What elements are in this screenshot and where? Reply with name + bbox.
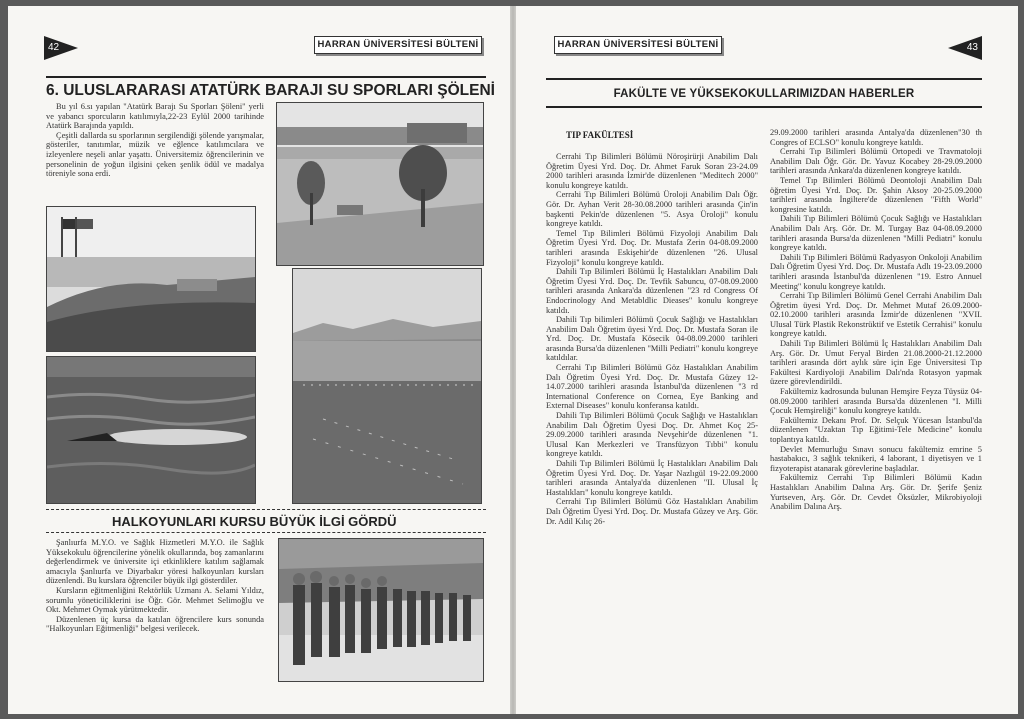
- article-body-dam-festival: [46, 102, 264, 179]
- news-paragraph: Cerrahi Tıp Bilimleri Bölümü Genel Cerrahi Anabilim Dalı Öğretim üyesi Yrd. Doç. Dr. Mehmet Mutaf 26.09.2000-02.10.2000 tarihleri arasında İzmir'de düzenlenen "XVII. Ulusal Türk Plastik Rekonstrüktif ve Estetik Cerrahisi" konulu kongreye katıldı.: [770, 291, 982, 339]
- left-page: [8, 6, 510, 714]
- bulletin-header-right: HARRAN ÜNİVERSİTESİ BÜLTENİ: [554, 36, 722, 54]
- section-divider: [46, 532, 486, 533]
- news-paragraph: Cerrahi Tıp Bilimleri Bölümü Ortopedi ve Travmatoloji Anabilim Dalı Öğr. Gör. Dr. Yavuz Kocabey 28-29.09.2000 tarihleri arasında Ankara'da düzenlenen kongreye katıldı.: [770, 147, 982, 176]
- header-rule: [46, 76, 486, 78]
- news-column-1: [546, 152, 758, 526]
- news-paragraph: Fakültemiz Dekanı Prof. Dr. Selçuk Yücesan İstanbul'da düzenlenen "Uzaktan Tıp Eğitimi-Tele Medicine" konulu toplantıya katıldı.: [770, 415, 982, 444]
- news-paragraph: Fakültemiz Cerrahi Tıp Bilimleri Bölümü Kadın Hastalıkları Anabilim Dalına Arş. Gör. Dr. Şerife Şeniz Yurtseven, Arş. Gör. Dr. Cevdet Öksüzler, Mikrobiyoloji Anabilim Dalına Arş.: [770, 473, 982, 512]
- news-paragraph: Cerrahi Tıp Bilimleri Bölümü Göz Hastalıkları Anabilim Dalı Öğretim Üyesi Yrd. Doç. Dr. Mustafa Güzey ve Arş. Gör. Dr. Adil Kılıç 26-: [546, 497, 758, 526]
- news-paragraph: Dahili Tıp Bilimleri Bölümü Radyasyon Onkoloji Anabilim Dalı Öğretim Üyesi Yrd. Doç. Dr. Mustafa Adlı 19-23.09.2000 tarihleri arasında İstanbul'da düzenlenen "19. Estro Annuel Meeting" konulu kongreye katıldı.: [770, 252, 982, 291]
- section-rule-bottom: [546, 106, 982, 108]
- paragraph: Çeşitli dallarda su sporlarının sergilendiği şölende yarışmalar, gösteriler, tanıtımlar, müzik ve eğlence katılımcılara ve izleyenlere neşeli anlar yaşattı. Üniversitemiz öğrencilerinin ve personelinin de yoğun ilgisini çeken şenlik ödül ve madalya töreniyle sona erdi.: [46, 130, 264, 179]
- news-paragraph: Cerrahi Tıp Bilimleri Bölümü Nöroşirürji Anabilim Dalı Öğretim Üyesi Yrd. Doç. Dr. Ahmet Faruk Soran 23-24.09 2000 tarihleri arasında İzmir'de düzenlenen "Meditech 2000" konulu kongreye katıldı.: [546, 152, 758, 190]
- news-paragraph: Dahili Tıp Bilimleri Bölümü İç Hastalıkları Anabilim Dalı Öğretim Üyesi Yrd. Doç. Dr. Tevfik Sabuncu, 07-08.09.2000 tarihleri arasında Ankara'da düzenlenen "23 rd Congress Of Endocrinology And Metabldlic Dieases" konulu kongreye katıldı.: [546, 267, 758, 315]
- photo-folk-dance-group: [278, 538, 484, 682]
- news-paragraph: 29.09.2000 tarihleri arasında Antalya'da düzenlenen"30 th Congres of ECLSO" konulu kongreye katıldı.: [770, 128, 982, 147]
- news-paragraph: Dahili Tıp Bilimleri Bölümü İç Hastalıkları Anabilim Dalı Öğretim Üyesi Yrd. Doç. Dr. Yaşar Nazlıgül 19-22.09.2000 tarihleri arasında Antalya'da düzenlenen "II. Ulusal İç Hastalıkları" konulu kongreye katıldı.: [546, 459, 758, 497]
- paragraph: Düzenlenen üç kursa da katılan öğrencilere kurs sonunda "Halkoyunları Eğitmenliği" belgesi verilecek.: [46, 614, 264, 634]
- news-paragraph: Fakültemiz kadrosunda bulunan Hemşire Feyza Tüysüz 04-08.09.2000 tarihleri arasında Bursa'da düzenlenen "I. Milli Çocuk Hemşireliği" konulu kongreye katıldı.: [770, 387, 982, 416]
- page-number-right: 43: [948, 36, 982, 60]
- subsection-medical-faculty: TIP FAKÜLTESİ: [566, 130, 634, 140]
- news-paragraph: Temel Tıp Bilimleri Bölümü Deontoloji Anabilim Dalı öğretim Üyesi Yrd. Doç. Dr. Şahin Aksoy 20-25.09.2000 tarihleri arasında İngiltere'de düzenlenen "Fifth World" kongresine katıldı.: [770, 175, 982, 214]
- news-paragraph: Devlet Memurluğu Sınavı sonucu fakültemiz emrine 5 hastabakıcı, 3 sağlık teknikeri, 4 laborant, 1 diyetisyen ve 1 fizyoterapist atanarak görevlerine başladılar.: [770, 444, 982, 473]
- right-page: [516, 6, 1018, 714]
- paragraph: Şanlıurfa M.Y.O. ve Sağlık Hizmetleri M.Y.O. ile Sağlık Yüksekokulu öğrencilerine yönelik okullarında, boş zamanlarını değerlendirmek ve üniversite içi etkinliklere katılım sağlamak amacıyla Şanlıurfa ve Diyarbakır yöresi halkoyunları kursları düzenlendi. Bu kurslara öğrenciler büyük ilgi gösterdiler.: [46, 538, 264, 586]
- news-paragraph: Dahili Tıp Bilimleri Bölümü Çocuk Sağlığı ve Hastalıkları Anabilim Dalı Öğretim Üyesi Doç. Dr. Ahmet Koç 25-29.09.2000 tarihleri arasında Nevşehir'de düzenlenen "1. Ulusal Kan Merkezleri ve Transfüzyon Tıbbi" konulu kongreye katıldı.: [546, 411, 758, 459]
- news-column-2: [770, 128, 982, 512]
- news-paragraph: Temel Tıp Bilimleri Bölümü Fizyoloji Anabilim Dalı Öğretim Üyesi Yrd. Doç. Dr. Mustafa Zerin 04-08.09.2000 tarihleri arasında Eskişehir'de düzenlenen "26. Ulusal Fizyoloji" konulu kongreye katıldı.: [546, 228, 758, 267]
- article-body-folk-dance: [46, 538, 264, 634]
- section-title-faculty-news: FAKÜLTE VE YÜKSEKOKULLARIMIZDAN HABERLER: [613, 88, 915, 100]
- news-paragraph: Dahili Tıp bilimleri Bölümü Çocuk Sağlığı ve Hastalıkları Anabilim Dalı Öğretim üyesi Yrd. Doç. Dr. Mustafa Soran ile Yrd. Doç. Dr. Mustafa Kösecik 04-08.09.2000 tarihleri arasında Bursa'da düzenlenen "Milli Pediatri" konulu kongreye katıldılar.: [546, 315, 758, 363]
- news-paragraph: Cerrahi Tıp Bilimleri Bölümü Göz Hastalıkları Anabilim Dalı Öğretim Üyesi Yrd. Doç. Dr. Mustafa Güzey 12-14.07.2000 tarihleri arasında İstanbul'da düzenlenen "3 rd International Conference on Cornea, Eye Banking and External Diseases" konulu konferansa katıldı.: [546, 363, 758, 411]
- photo-lake-swimmers: [292, 268, 482, 504]
- bulletin-header-left: HARRAN ÜNİVERSİTESİ BÜLTENİ: [314, 36, 482, 54]
- section-rule-top: [546, 78, 982, 80]
- news-paragraph: Cerrahi Tıp Bilimleri Bölümü Üroloji Anabilim Dalı Öğr. Gör. Dr. Ayhan Verit 28-30.08.2000 tarihleri arasında Çin'in başkenti Pekin'de düzenlenen "5. Asya Üroloji" konulu kongreye katıldı.: [546, 190, 758, 229]
- photo-jetski-water: [46, 356, 256, 504]
- page-number-left: 42: [44, 36, 78, 60]
- photo-crowd-flags: [46, 206, 256, 352]
- paragraph: Bu yıl 6.sı yapılan "Atatürk Barajı Su Sporları Şöleni" yerli ve yabancı sporcuların katılımıyla,22-23 Eylül 2000 tarihinde Atatürk Barajında yapıldı.: [46, 102, 264, 131]
- article-title-folk-dance: HALKOYUNLARI KURSU BÜYÜK İLGİ GÖRDÜ: [112, 514, 397, 529]
- article-title-dam-festival: 6. ULUSLARARASI ATATÜRK BARAJI SU SPORLARI ŞÖLENİ: [46, 82, 495, 99]
- news-paragraph: Dahili Tıp Bilimleri Bölümü Çocuk Sağlığı ve Hastalıkları Anabilim Dalı Arş. Gör. Dr. M. Turgay Baz 04-08.09.2000 tarihleri arasında Bursa'da düzenlenen "Milli Pediatri" konulu kongreye katıldı.: [770, 214, 982, 253]
- paragraph: Kursların eğitmenliğini Rektörlük Uzmanı A. Selami Yıldız, sorumlu yöneticiliklerini ise Öğr. Gör. Mehmet Selimoğlu ve Okt. Mehmet Oymak yürütmektedir.: [46, 585, 264, 615]
- section-divider: [46, 509, 486, 510]
- photo-dam-shore-trees: [276, 102, 484, 266]
- news-paragraph: Dahili Tıp Bilimleri Bölümü İç Hastalıkları Anabilim Dalı Arş. Gör. Dr. Umut Feryal Birden 21.08.2000-21.12.2000 tarihleri arasında dört aylık süre için Ege Üniversitesi Tıp Fakültesi Kardiyoloji Anabilim Dalı'nda Rotasyon yapmak üzere görevlendirildi.: [770, 339, 982, 387]
